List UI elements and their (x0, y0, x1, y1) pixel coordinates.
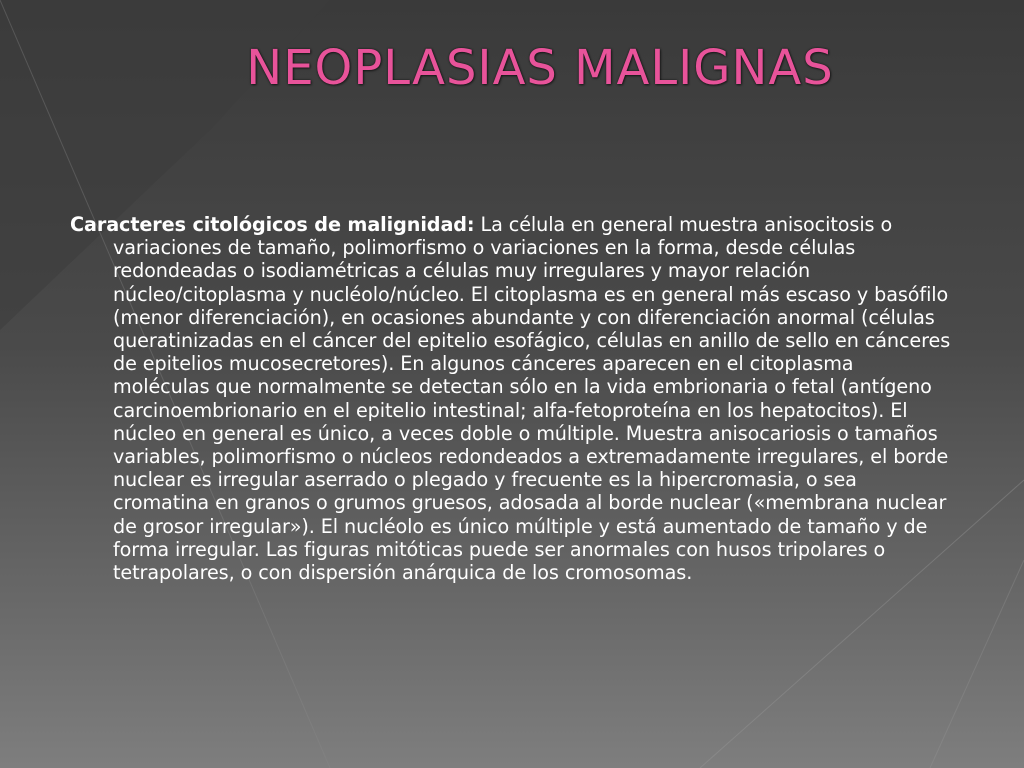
diagonal-line-right-2 (930, 560, 1024, 768)
body-text-content: La célula en general muestra anisocitosis o variaciones de tamaño, polimorfismo o variaciones en la forma, desde células redondeadas o isodiamétricas a células muy irregulares y mayor relación núcleo/citoplasma y nucléolo/núcleo. El citoplasma es en general más escaso y basófilo (menor diferenciación), en ocasiones abundante y con diferenciación anormal (células queratinizadas en el cáncer del epitelio esofágico, células en anillo de sello en cánceres de epitelios mucosecretores). En algunos cánceres aparecen en el citoplasma moléculas que normalmente se detectan sólo en la vida embrionaria o fetal (antígeno carcinoembrionario en el epitelio intestinal; alfa-fetoproteína en los hepatocitos). El núcleo en general es único, a veces doble o múltiple. Muestra anisocariosis o tamaños variables, polimorfismo o núcleos redondeados a extremadamente irregulares, el borde nuclear es irregular aserrado o plegado y frecuente es la hipercromasia, o sea cromatina en granos o grumos gruesos, adosada al borde nuclear («membrana nuclear de grosor irregular»). El nucléolo es único múltiple y está aumentado de tamaño y de forma irregular. Las figuras mitóticas puede ser anormales con husos tripolares o tetrapolares, o con dispersión anárquica de los cromosomas. (113, 213, 951, 585)
slide-title: NEOPLASIAS MALIGNAS (246, 40, 834, 96)
body-lead-heading: Caracteres citológicos de malignidad: (70, 213, 475, 236)
slide-body-paragraph (70, 213, 955, 584)
